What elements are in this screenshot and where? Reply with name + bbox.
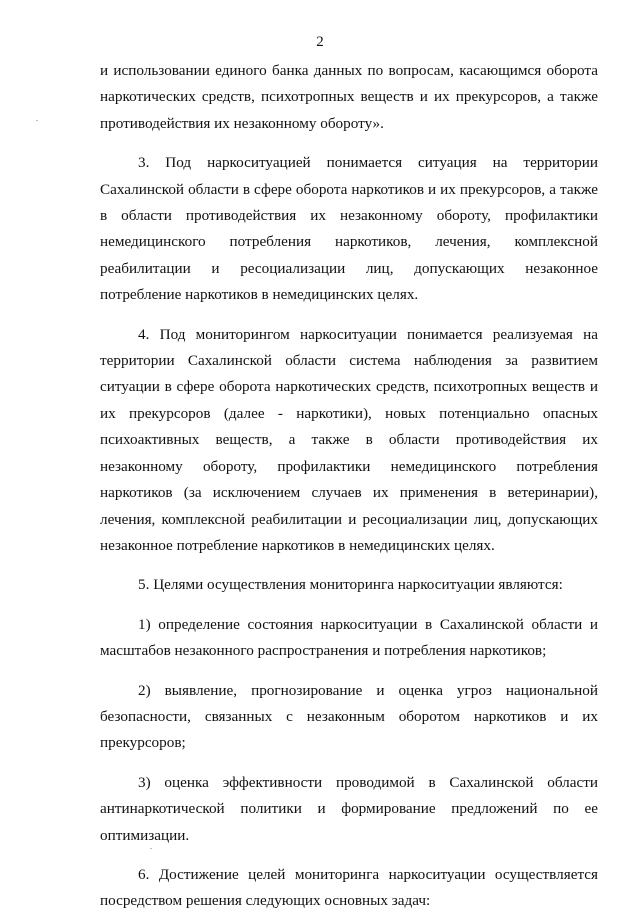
paragraph-item-5: 5. Целями осуществления мониторинга наркоситуации являются:	[138, 576, 563, 594]
document-body	[100, 58, 598, 915]
page-number: 2	[316, 34, 324, 50]
paragraph-subitem-3: 3) оценка эффективности проводимой в Сахалинской области антинаркотической политики и формирование предложений по ее оптимизации.	[100, 773, 598, 844]
paragraph-item-3: 3. Под наркоситуацией понимается ситуация на территории Сахалинской области в сфере оборота наркотиков и их прекурсоров, а также в области противодействия их незаконному обороту, профилактики немедицинского потребления наркотиков, лечения, комплексной реабилитации и ресоциализации лиц, допускающих незаконное потребление наркотиков в немедицинских целях.	[100, 154, 598, 304]
scan-artifact-dot	[150, 848, 152, 849]
paragraph-item-6: 6. Достижение целей мониторинга наркоситуации осуществляется посредством решения следующих основных задач:	[100, 865, 598, 910]
paragraph-subitem-1: 1) определение состояния наркоситуации в Сахалинской области и масштабов незаконного распространения и потребления наркотиков;	[100, 615, 598, 660]
scan-artifact-dot	[36, 120, 38, 121]
paragraph-item-4: 4. Под мониторингом наркоситуации понимается реализуемая на территории Сахалинской области система наблюдения за развитием ситуации в сфере оборота наркотических средств, психотропных веществ и их прекурсоров (далее - наркотики), новых потенциально опасных психоактивных веществ, а также в области противодействия их незаконному обороту, профилактики немедицинского потребления наркотиков (за исключением случаев их применения в ветеринарии), лечения, комплексной реабилитации и ресоциализации лиц, допускающих незаконное потребление наркотиков в немедицинских целях.	[100, 325, 598, 554]
paragraph-continuation: и использовании единого банка данных по вопросам, касающимся оборота наркотических средств, психотропных веществ и их прекурсоров, а также противодействия их незаконному обороту».	[100, 62, 598, 132]
paragraph-subitem-2: 2) выявление, прогнозирование и оценка угроз национальной безопасности, связанных с незаконным оборотом наркотиков и их прекурсоров;	[100, 681, 598, 752]
